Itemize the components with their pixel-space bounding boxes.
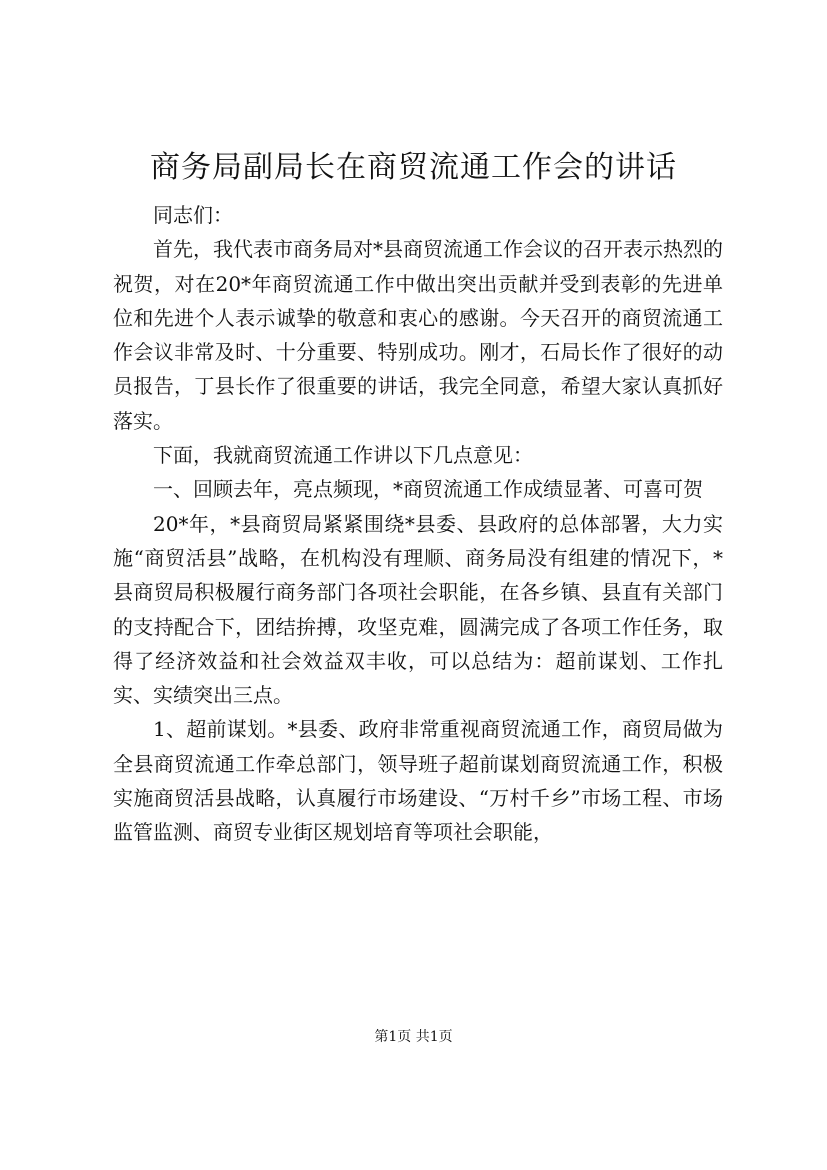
document-title: 商务局副局长在商贸流通工作会的讲话: [150, 150, 677, 185]
body-paragraph: 首先，我代表市商务局对*县商贸流通工作会议的召开表示热烈的祝贺，对在20*年商贸流通工作中做出突出贡献并受到表彰的先进单位和先进个人表示诚挚的敬意和衷心的感谢。今天召开的商贸流通工作会议非常及时、十分重要、特别成功。刚才，石局长作了很好的动员报告，丁县长作了很重要的讲话，我完全同意，希望大家认真抓好落实。: [113, 237, 723, 433]
body-paragraph: 20*年，*县商贸局紧紧围绕*县委、县政府的总体部署，大力实施“商贸活县”战略，在机构没有理顺、商务局没有组建的情况下，*县商贸局积极履行商务部门各项社会职能，在各乡镇、县直有关部门的支持配合下，团结拚搏，攻坚克难，圆满完成了各项工作任务，取得了经济效益和社会效益双丰收，可以总结为：超前谋划、工作扎实、实绩突出三点。: [113, 511, 723, 708]
salutation-paragraph: 同志们：: [153, 203, 233, 227]
body-paragraph: 下面，我就商贸流通工作讲以下几点意见：: [153, 443, 533, 468]
body-paragraph: 1、超前谋划。*县委、政府非常重视商贸流通工作，商贸局做为全县商贸流通工作牵总部门，领导班子超前谋划商贸流通工作，积极实施商贸活县战略，认真履行市场建设、“万村千乡”市场工程、市场监管监测、商贸专业街区规划培育等项社会职能，: [113, 717, 723, 845]
page-number-footer: 第1页 共1页: [374, 1029, 453, 1045]
section-heading-paragraph: 一、回顾去年，亮点频现，*商贸流通工作成绩显著、可喜可贺: [153, 477, 703, 502]
document-body: [113, 198, 723, 850]
